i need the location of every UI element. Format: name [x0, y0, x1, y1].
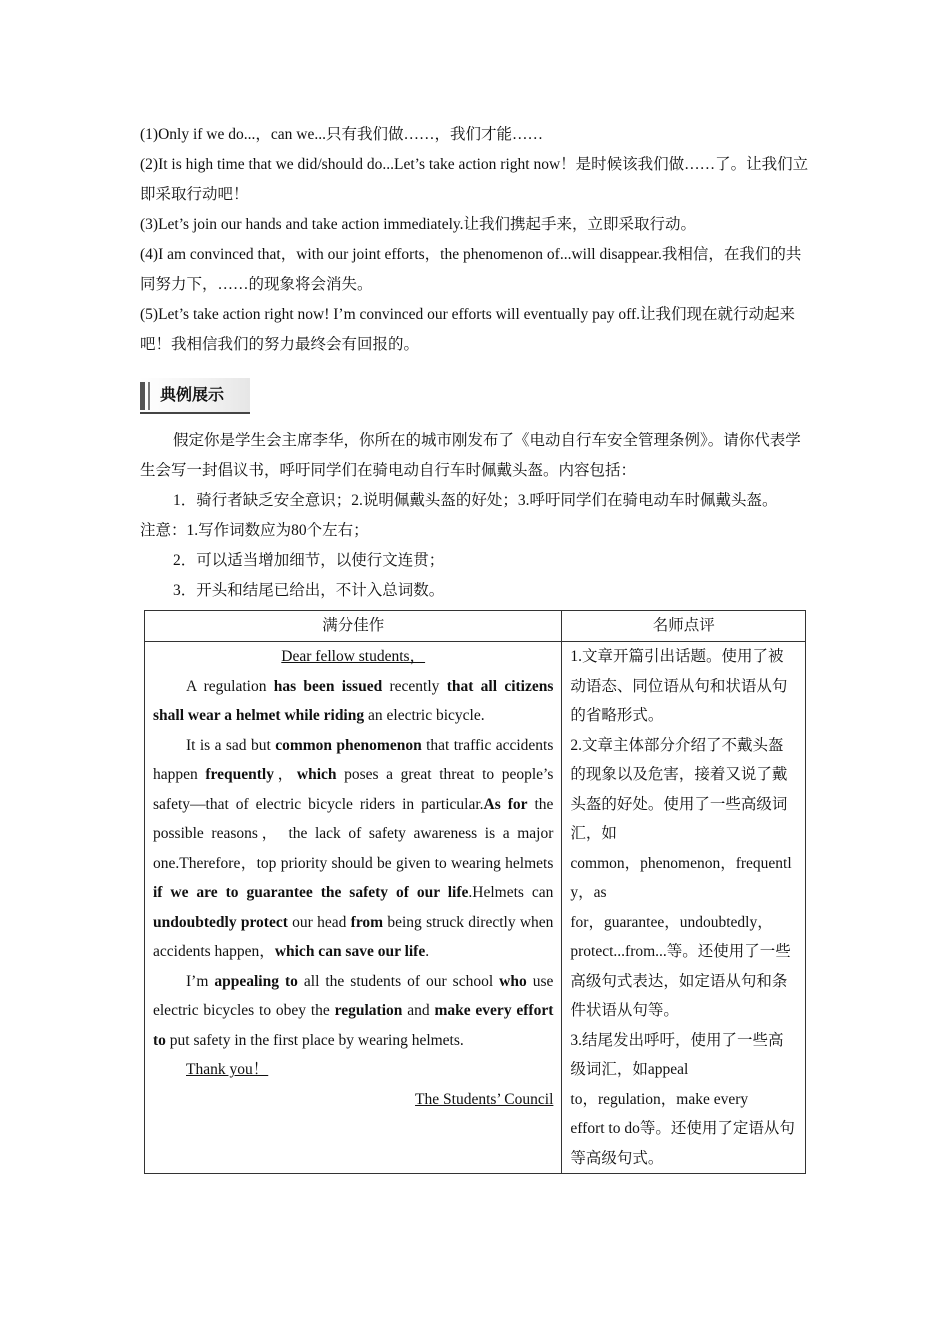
teacher-comments-cell [562, 642, 806, 1174]
section-heading-label: 典例展示 [160, 385, 225, 404]
phrase-2: (2)It is high time that we did/should do...Let’s take action right now！是时候该我们做……了。让我们立即采取行动吧！ [140, 156, 809, 203]
table-header-row [145, 611, 806, 642]
table-body-row [145, 642, 806, 1174]
prompt-note-3: 3．开头和结尾已给出，不计入总词数。 [173, 582, 445, 599]
comment-line-8: effort to do等。还使用了定语从句等高级句式。 [570, 1120, 795, 1167]
prompt-note-2: 2．可以适当增加细节，以使行文连贯； [173, 552, 445, 569]
heading-bar-decoration-thin [148, 382, 150, 410]
essay-table [144, 610, 806, 1174]
comment-line-3: common，phenomenon，frequently，as [570, 854, 792, 901]
essay-closing: Thank you！ [186, 1061, 269, 1078]
comment-line-1: 1.文章开篇引出话题。使用了被动语态、同位语从句和状语从句的省略形式。 [570, 648, 788, 724]
essay-paragraph-3: I’m appealing to all the students of our school who use electric bicycles to obey the regulation and make every effort to put safety in the first place by wearing helmets. [153, 972, 554, 1049]
comment-line-6: 3.结尾发出呼吁，使用了一些高级词汇，如appeal [570, 1031, 784, 1078]
essay-signature: The Students’ Council [415, 1090, 554, 1108]
essay-paragraph-2: It is a sad but common phenomenon that traffic accidents happen frequently，which poses a great threat to people’s safety—that of electric bicycle riders in particular.As for the possible reasons， the lack of safety awareness is a major one.Therefore，top priority should be given to wearing helmets if we are to guarantee the safety of our life.Helmets can undoubtedly protect our head from being struck directly when accidents happen，which can save our life. [153, 736, 554, 960]
phrase-5: (5)Let’s take action right now! I’m convinced our efforts will eventually pay off.让我们现在就行动起来吧！我相信我们的努力最终会有回报的。 [140, 306, 796, 353]
header-model-essay: 满分佳作 [145, 611, 562, 642]
essay-greeting: Dear fellow students， [281, 648, 426, 665]
comment-line-5: protect...from...等。还使用了一些高级句式表达，如定语从句和条件状语从句等。 [570, 943, 791, 1019]
prompt-content: 1．骑行者缺乏安全意识；2.说明佩戴头盔的好处；3.呼吁同学们在骑电动车时佩戴头盔。 [173, 492, 778, 509]
essay-paragraph-1: A regulation has been issued recently that all citizens shall wear a helmet while riding an electric bicycle. [153, 677, 554, 724]
document-page [140, 120, 810, 1174]
phrase-1: (1)Only if we do...，can we...只有我们做……，我们才能…… [140, 126, 543, 143]
prompt-intro: 假定你是学生会主席李华，你所在的城市刚发布了《电动自行车安全管理条例》。请你代表学生会写一封倡议书，呼吁同学们在骑电动自行车时佩戴头盔。内容包括： [140, 432, 801, 479]
comment-line-4: for，guarantee，undoubtedly， [570, 913, 773, 931]
heading-bar-decoration [140, 382, 145, 410]
model-essay-cell [145, 642, 562, 1174]
prompt-note-1: 注意：1.写作词数应为80个左右； [140, 522, 369, 539]
header-teacher-comments: 名师点评 [562, 611, 806, 642]
phrase-3: (3)Let’s join our hands and take action immediately.让我们携起手来，立即采取行动。 [140, 216, 697, 233]
comment-line-7: to，regulation，make every [570, 1090, 749, 1108]
phrase-4: (4)I am convinced that，with our joint efforts，the phenomenon of...will disappear.我相信，在我们的共同努力下，……的现象将会消失。 [140, 246, 802, 293]
comment-line-2: 2.文章主体部分介绍了不戴头盔的现象以及危害，接着又说了戴头盔的好处。使用了一些高级词汇，如 [570, 736, 788, 842]
section-heading [140, 378, 250, 414]
